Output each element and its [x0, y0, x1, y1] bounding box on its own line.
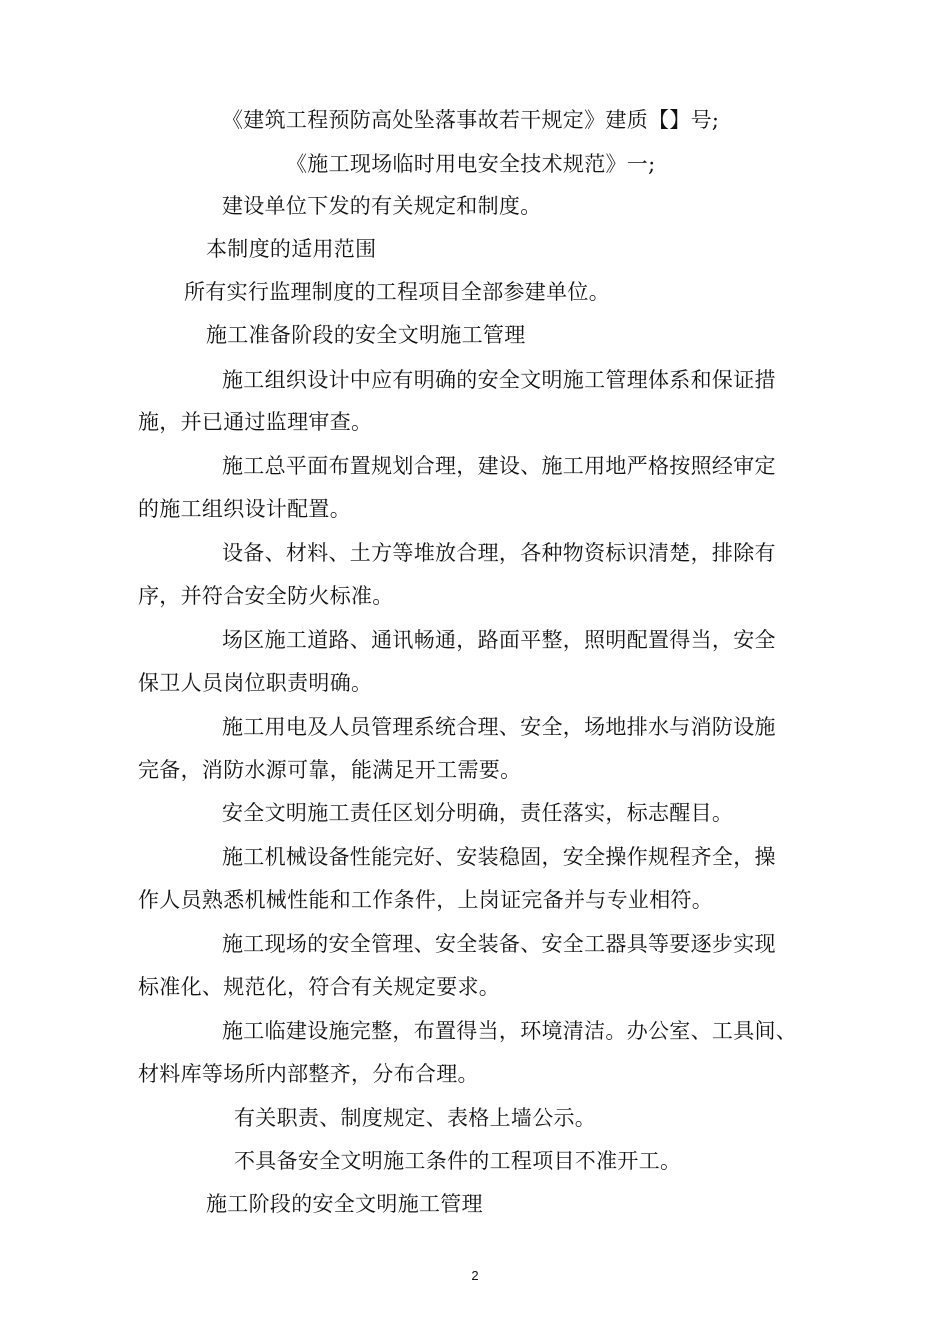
text-line: 作人员熟悉机械性能和工作条件，上岗证完备并与专业相符。 — [138, 888, 714, 912]
text-line: 有关职责、制度规定、表格上墙公示。 — [234, 1106, 597, 1130]
page-number: 2 — [471, 1268, 479, 1283]
text-line: 施工机械设备性能完好、安装稳固，安全操作规程齐全，操 — [222, 845, 776, 869]
text-line: 不具备安全文明施工条件的工程项目不准开工。 — [234, 1149, 682, 1173]
text-line: 材料库等场所内部整齐，分布合理。 — [138, 1062, 479, 1086]
text-line: 完备，消防水源可靠，能满足开工需要。 — [138, 758, 522, 782]
text-line: 建设单位下发的有关规定和制度。 — [222, 194, 542, 218]
text-line: 施工现场的安全管理、安全装备、安全工器具等要逐步实现 — [222, 932, 776, 956]
section-heading: 施工阶段的安全文明施工管理 — [206, 1192, 483, 1216]
text-line: 的施工组织设计配置。 — [138, 497, 351, 521]
text-line: 施工用电及人员管理系统合理、安全，场地排水与消防设施 — [222, 715, 776, 739]
text-line: 标准化、规范化，符合有关规定要求。 — [138, 975, 501, 999]
text-line: 施工组织设计中应有明确的安全文明施工管理体系和保证措 — [222, 368, 776, 392]
text-line: 场区施工道路、通讯畅通，路面平整，照明配置得当，安全 — [222, 628, 776, 652]
text-line: 施，并已通过监理审查。 — [138, 410, 373, 434]
text-line: 施工临建设施完整，布置得当，环境清洁。办公室、工具间、 — [222, 1019, 798, 1043]
text-line: 保卫人员岗位职责明确。 — [138, 671, 373, 695]
text-line: 《施工现场临时用电安全技术规范》一; — [286, 152, 656, 176]
section-heading: 本制度的适用范围 — [206, 237, 377, 261]
text-line: 施工总平面布置规划合理，建设、施工用地严格按照经审定 — [222, 454, 776, 478]
text-line: 安全文明施工责任区划分明确，责任落实，标志醒目。 — [222, 801, 734, 825]
section-heading: 施工准备阶段的安全文明施工管理 — [206, 323, 526, 347]
text-line: 《建筑工程预防高处坠落事故若干规定》建质【】号; — [222, 108, 720, 132]
text-line: 所有实行监理制度的工程项目全部参建单位。 — [184, 280, 610, 304]
text-line: 设备、材料、土方等堆放合理，各种物资标识清楚，排除有 — [222, 541, 776, 565]
text-line: 序，并符合安全防火标准。 — [138, 584, 394, 608]
